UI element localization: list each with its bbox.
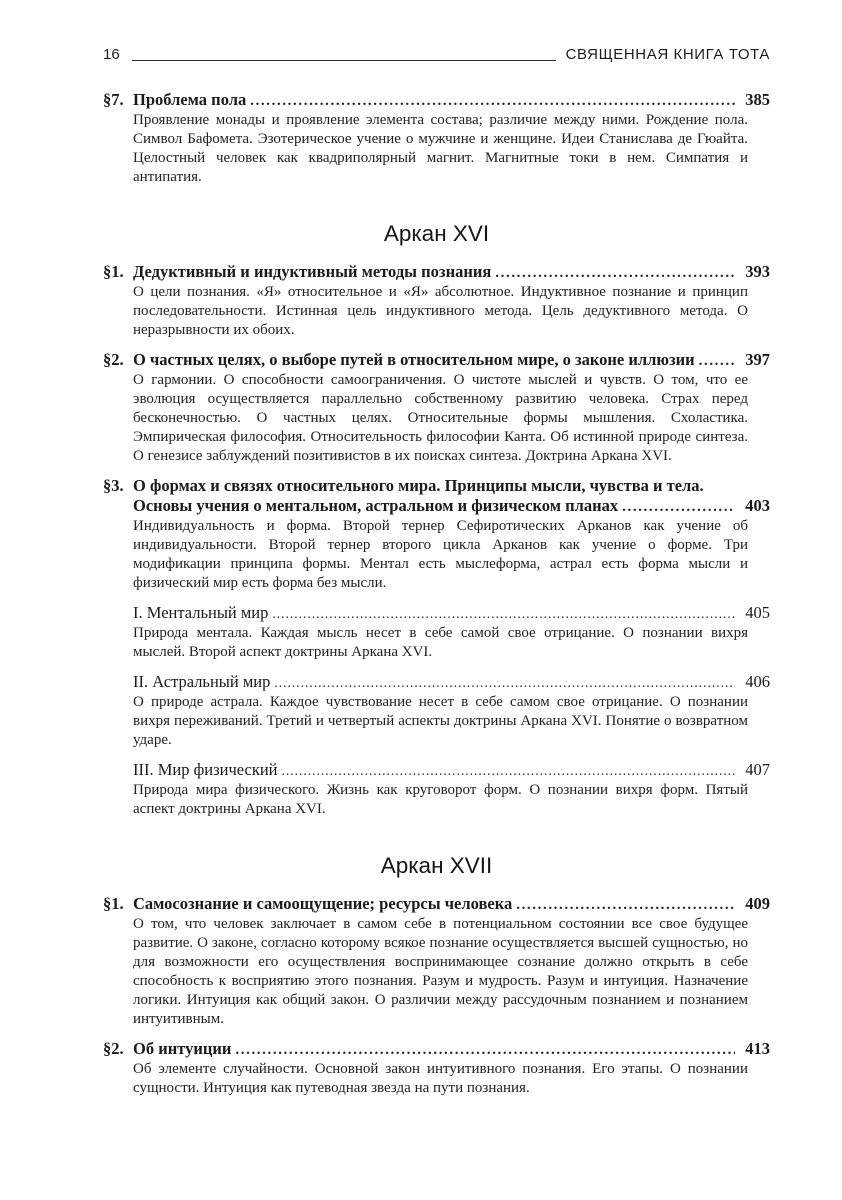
entry-title-block (133, 672, 770, 692)
entry-title-block (133, 760, 770, 780)
entry-paragraph-label: §1. (103, 894, 124, 913)
toc-entry (103, 350, 770, 466)
page-header (103, 44, 770, 64)
entry-title-last-line (133, 262, 770, 282)
toc-entry (103, 262, 770, 340)
entry-page-number: 385 (745, 90, 770, 109)
entry-page-number: 393 (745, 262, 770, 281)
entry-title-last-line (133, 760, 770, 780)
dot-leader (512, 897, 735, 914)
entry-title-block (133, 894, 770, 914)
page-number: 16 (103, 46, 120, 63)
page-content (103, 44, 770, 1098)
toc-entry-heading (103, 476, 770, 516)
entry-summary: Об элементе случайности. Основной закон интуитивного познания. Его этапы. О познании сущности. Интуиция как путеводная звезда на пути познания. (133, 1061, 748, 1096)
toc-entry (103, 90, 770, 187)
entry-summary: О цели познания. «Я» относительное и «Я» абсолютное. Индуктивное познание и принцип последовательности. Истинная цель индуктивного метода. Цель дедуктивного метода. О неразрывности их обоих. (133, 284, 748, 338)
toc-entry-heading (103, 672, 770, 692)
toc-entry-heading (103, 603, 770, 623)
toc-entry-heading (103, 90, 770, 110)
entry-paragraph-label: §2. (103, 1039, 124, 1058)
entry-title-block (133, 262, 770, 282)
entry-title: III. Мир физический (133, 760, 278, 779)
entry-title-block (133, 90, 770, 110)
entry-title-block (133, 603, 770, 623)
entry-page-number: 407 (745, 760, 770, 779)
entry-summary: Природа мира физического. Жизнь как круговорот форм. О познании вихря форм. Пятый аспект доктрины Аркана XVI. (133, 782, 748, 817)
entry-title: Об интуиции (133, 1039, 232, 1058)
entry-title-block (133, 476, 770, 516)
entry-title-block (133, 1039, 770, 1059)
entry-page-number: 413 (745, 1039, 770, 1058)
entry-title-block (133, 350, 770, 370)
entry-summary: Природа ментала. Каждая мысль несет в себе самой свое отрицание. О познании вихря мыслей. Второй аспект доктрины Аркана XVI. (133, 625, 748, 660)
dot-leader (278, 763, 736, 779)
dot-leader (268, 606, 735, 622)
entry-page-number: 403 (745, 496, 770, 515)
entry-title-line: О формах и связях относительного мира. Принципы мысли, чувства и тела. (133, 476, 704, 495)
dot-leader (491, 265, 735, 282)
toc-entry-heading (103, 262, 770, 282)
entry-title-last-line (133, 894, 770, 914)
dot-leader (231, 1042, 735, 1059)
entry-title-last-line (133, 1039, 770, 1059)
toc-entry-heading (103, 894, 770, 914)
entry-paragraph-label (103, 603, 133, 623)
entry-summary: О том, что человек заключает в самом себе в потенциальном состоянии все свое будущее развитие. О законе, согласно которому всякое познание осуществляется высшей сущностью, но для возможности его осуществления воспринимающее сознание должно открыть в себе способность к восприятию этого познания. Разум и мудрость. Разум и интуиция. Назначение логики. Интуиция как общий закон. О различии между рассудочным познанием и познанием интуитивным. (133, 916, 748, 1027)
entry-title: II. Астральный мир (133, 672, 271, 691)
entry-title: Дедуктивный и индуктивный методы познания (133, 262, 492, 281)
entry-title-last-line (133, 672, 770, 692)
toc-entry (103, 603, 770, 662)
toc-entry (103, 1039, 770, 1098)
running-title: СВЯЩЕННАЯ КНИГА ТОТА (565, 46, 770, 63)
entry-summary: Проявление монады и проявление элемента состава; различие между ними. Рождение пола. Символ Бафомета. Эзотерическое учение о мужчине и женщине. Идеи Станислава де Гюайта. Целостный человек как квадриполярный магнит. Магнитные токи в нем. Симпатия и антипатия. (133, 112, 748, 185)
entry-paragraph-label (103, 672, 133, 692)
toc-entry-heading (103, 1039, 770, 1059)
entry-summary: Индивидуальность и форма. Второй тернер Сефиротических Арканов как учение об индивидуальности. Второй тернер второго цикла Арканов как учение о форме. Три модификации принципа формы. Ментал есть мыслеформа, астрал есть форма мысли и физический мир есть форма без мысли. (133, 518, 748, 591)
entry-title: Самосознание и самоощущение; ресурсы человека (133, 894, 513, 913)
entry-title-last-line (133, 496, 770, 516)
entry-title: Основы учения о ментальном, астральном и физическом планах (133, 496, 619, 515)
toc-entry-heading (103, 760, 770, 780)
entry-title-last-line (133, 350, 770, 370)
entry-summary: О природе астрала. Каждое чувствование несет в себе самом свое отрицание. О познании вихря переживаний. Третий и четвертый аспекты доктрины Аркана XVI. Понятие о возвратном ударе. (133, 694, 748, 748)
entry-title: I. Ментальный мир (133, 603, 269, 622)
entry-title-last-line (133, 603, 770, 623)
entry-paragraph-label (103, 760, 133, 780)
dot-leader (618, 499, 735, 516)
dot-leader (270, 675, 735, 691)
header-rule (132, 60, 556, 61)
entry-page-number: 405 (745, 603, 770, 622)
toc-entry (103, 894, 770, 1029)
entry-title: О частных целях, о выборе путей в относительном мире, о законе иллюзии (133, 350, 695, 369)
toc-entry-heading (103, 350, 770, 370)
entry-paragraph-label: §2. (103, 350, 124, 369)
entry-paragraph-label: §3. (103, 476, 124, 495)
dot-leader (695, 353, 736, 370)
entry-title: Проблема пола (133, 90, 247, 109)
entry-paragraph-label: §7. (103, 90, 124, 109)
toc-entry (103, 476, 770, 593)
table-of-contents (103, 90, 770, 1098)
arcana-section-heading: Аркан XVII (380, 853, 493, 878)
entry-summary: О гармонии. О способности самоограничения. О чистоте мыслей и чувств. О том, что ее эволюция осуществляется параллельно собственному развитию человека. Страх перед бесконечностью. О частных целях. Относительные формы мышления. Схоластика. Эмпирическая философия. Относительность философии Канта. Об истинной природе синтеза. О генезисе заблуждений позитивистов в их поисках синтеза. Доктрина Аркана XVI. (133, 372, 748, 464)
entry-paragraph-label: §1. (103, 262, 124, 281)
entry-page-number: 397 (745, 350, 770, 369)
entry-page-number: 409 (745, 894, 770, 913)
toc-entry (103, 672, 770, 750)
entry-title-last-line (133, 90, 770, 110)
entry-page-number: 406 (745, 672, 770, 691)
toc-entry (103, 760, 770, 819)
arcana-section-heading: Аркан XVI (383, 221, 490, 246)
dot-leader (246, 93, 735, 110)
